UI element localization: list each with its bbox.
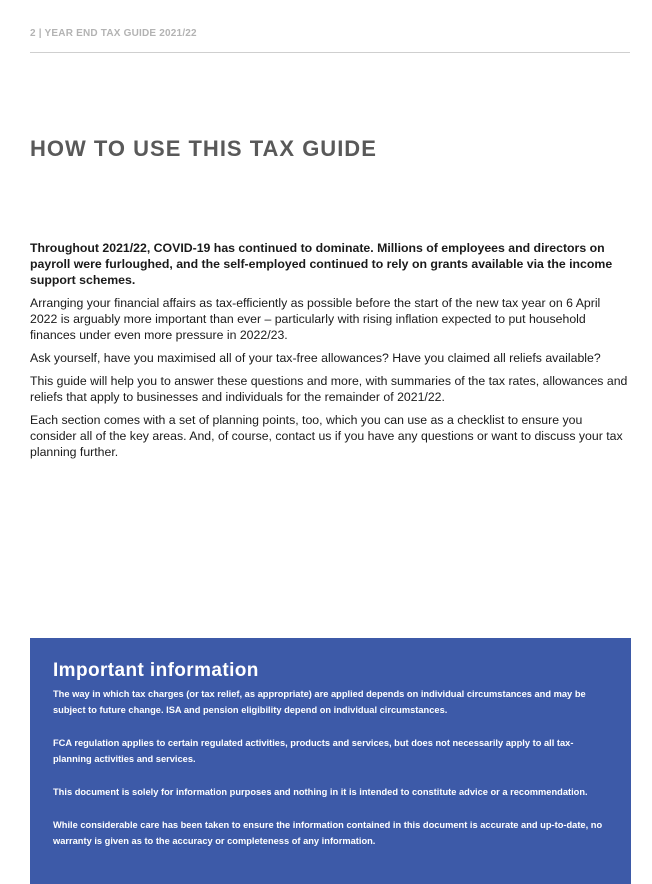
intro-lead-paragraph: Throughout 2021/22, COVID-19 has continued to dominate. Millions of employees and directors on payroll were furloughed, and the self-employed continued to rely on grants available via the income support schemes. — [30, 241, 613, 287]
important-information-box — [30, 638, 631, 884]
intro-paragraph-2: Arranging your financial affairs as tax-efficiently as possible before the start of the new tax year on 6 April 2022 is arguably more important than ever – particularly with rising inflation expected to put household finances under even more pressure in 2022/23. — [30, 296, 601, 342]
header-divider — [30, 52, 630, 53]
page-title: HOW TO USE THIS TAX GUIDE — [30, 136, 377, 161]
intro-paragraph-5: Each section comes with a set of planning points, too, which you can use as a checklist to ensure you consider all of the key areas. And, of course, contact us if you have any questions or want to discuss your tax planning further. — [30, 413, 623, 459]
intro-paragraph-4: This guide will help you to answer these questions and more, with summaries of the tax rates, allowances and reliefs that apply to businesses and individuals for the remainder of 2021/22. — [30, 374, 628, 404]
important-info-paragraph-1: The way in which tax charges (or tax relief, as appropriate) are applied depends on individual circumstances and may be subject to future change. ISA and pension eligibility depend on individual circumstances. — [53, 689, 586, 715]
running-header: 2 | YEAR END TAX GUIDE 2021/22 — [30, 28, 197, 39]
intro-section — [30, 240, 630, 467]
important-info-paragraph-4: While considerable care has been taken to ensure the information contained in this document is accurate and up-to-date, no warranty is given as to the accuracy or completeness of any information. — [53, 820, 603, 846]
intro-paragraph-3: Ask yourself, have you maximised all of your tax-free allowances? Have you claimed all reliefs available? — [30, 351, 601, 365]
important-information-heading: Important information — [53, 660, 259, 681]
important-info-paragraph-3: This document is solely for information purposes and nothing in it is intended to constitute advice or a recommendation. — [53, 787, 588, 797]
important-info-paragraph-2: FCA regulation applies to certain regulated activities, products and services, but does not necessarily apply to all tax-planning activities and services. — [53, 738, 574, 764]
